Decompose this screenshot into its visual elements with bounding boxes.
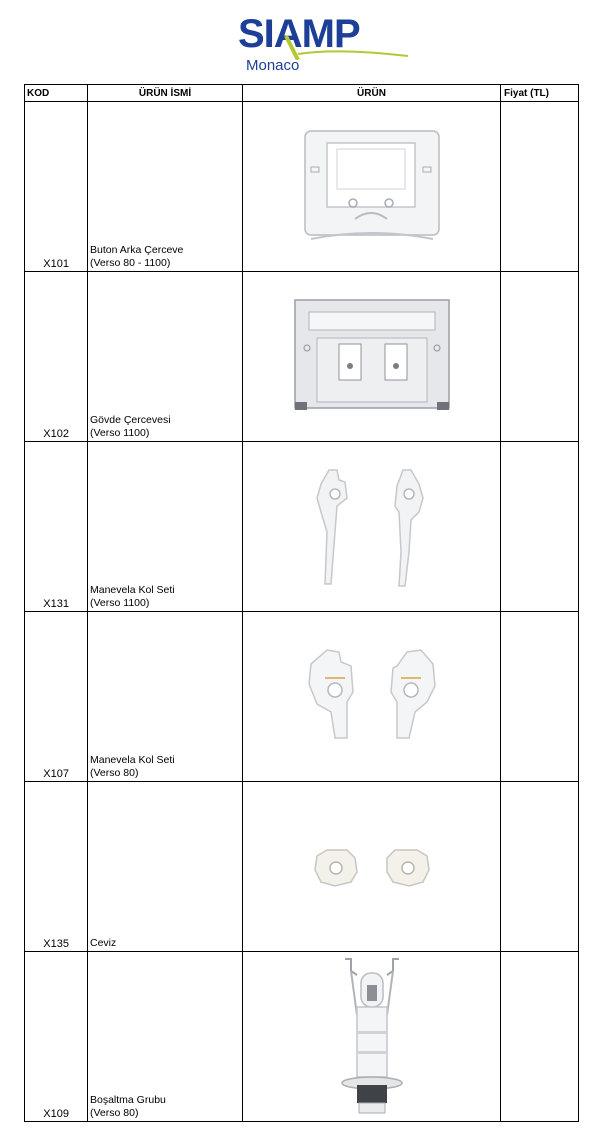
row-name — [88, 782, 243, 952]
row-name-line1: Manevela Kol Seti — [90, 754, 175, 766]
row-product-image — [243, 612, 501, 782]
lever-arm-short-icon — [297, 642, 447, 752]
table-row — [25, 102, 579, 272]
header-urun: ÜRÜN — [243, 85, 501, 102]
row-name-line1: Manevela Kol Seti — [90, 584, 175, 596]
row-price — [501, 782, 579, 952]
row-price — [501, 952, 579, 1122]
header-fiyat: Fiyat (TL) — [501, 85, 579, 102]
table-row — [25, 782, 579, 952]
nut-pair-icon — [307, 842, 437, 892]
row-price — [501, 102, 579, 272]
header-kod: KOD — [25, 85, 88, 102]
back-frame-icon — [297, 127, 447, 247]
row-name-line2: (Verso 80 - 1100) — [90, 257, 171, 269]
row-name-line1: Gövde Çercevesi — [90, 414, 171, 426]
row-product-image — [243, 442, 501, 612]
row-name-line2: (Verso 1100) — [90, 597, 150, 609]
row-product-image — [243, 782, 501, 952]
row-name — [88, 612, 243, 782]
row-name-line2: (Verso 80) — [90, 1107, 139, 1119]
row-kod: X107 — [25, 612, 88, 782]
row-name-line1: Boşaltma Grubu — [90, 1094, 166, 1106]
table-row — [25, 272, 579, 442]
table-row — [25, 612, 579, 782]
row-product-image — [243, 102, 501, 272]
row-kod: X131 — [25, 442, 88, 612]
table-row — [25, 952, 579, 1122]
row-kod: X109 — [25, 952, 88, 1122]
row-kod: X102 — [25, 272, 88, 442]
header-urun-ismi: ÜRÜN İSMİ — [88, 85, 243, 102]
row-kod: X135 — [25, 782, 88, 952]
lever-arm-long-icon — [307, 462, 437, 592]
row-name-line2: (Verso 80) — [90, 767, 139, 779]
row-name-line1: Ceviz — [90, 937, 117, 949]
row-name — [88, 102, 243, 272]
row-name-line2: (Verso 1100) — [90, 427, 150, 439]
row-kod: X101 — [25, 102, 88, 272]
body-frame-icon — [287, 294, 457, 419]
row-name — [88, 952, 243, 1122]
row-name — [88, 442, 243, 612]
row-price — [501, 272, 579, 442]
brand-logo — [0, 8, 600, 78]
row-product-image — [243, 952, 501, 1122]
row-price — [501, 612, 579, 782]
table-header-row — [25, 85, 579, 102]
brand-swoosh-icon — [258, 30, 408, 60]
product-table — [24, 84, 579, 1122]
brand-name: SIAMP — [238, 12, 360, 56]
row-product-image — [243, 272, 501, 442]
row-price — [501, 442, 579, 612]
row-name — [88, 272, 243, 442]
row-name-line1: Buton Arka Çerceve — [90, 244, 184, 256]
table-row — [25, 442, 579, 612]
flush-valve-icon — [327, 955, 417, 1119]
brand-subtitle: Monaco — [246, 57, 300, 74]
